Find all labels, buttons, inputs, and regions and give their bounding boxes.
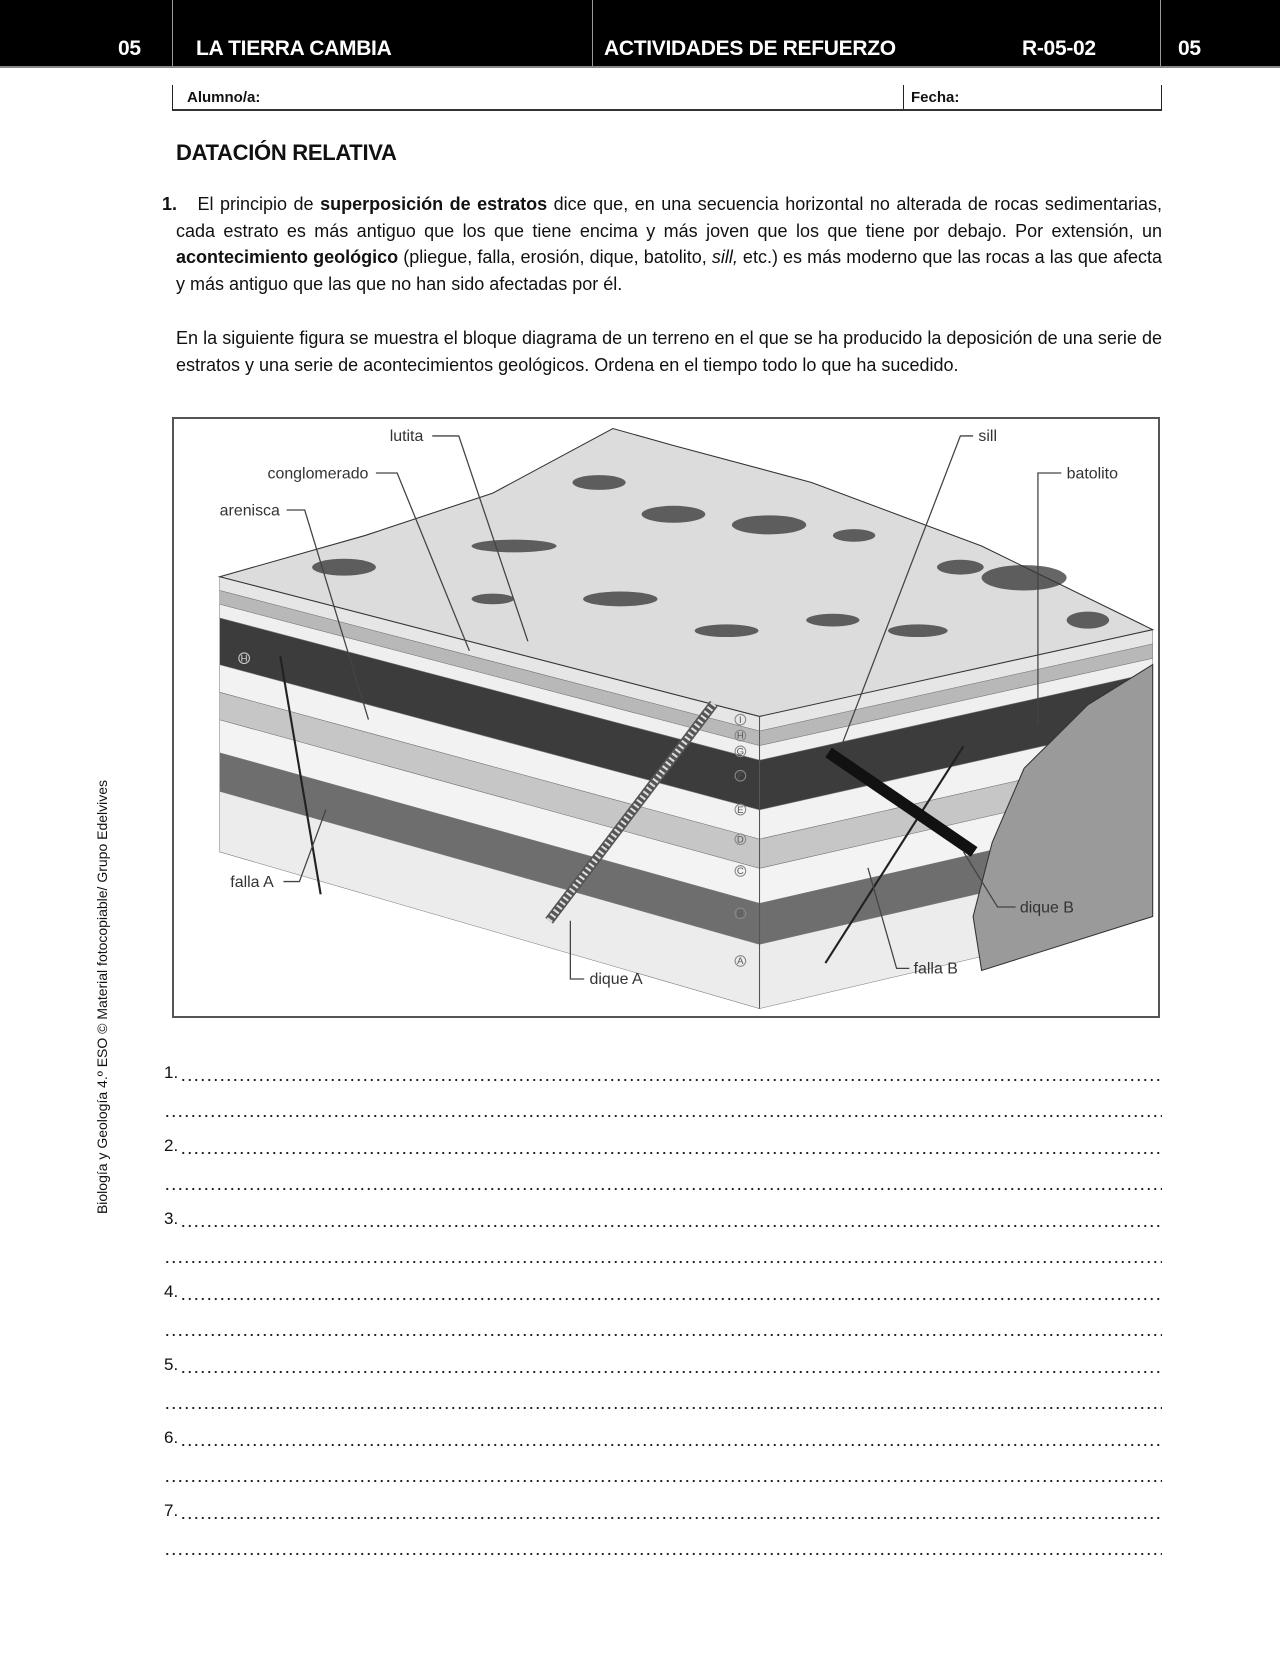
strata-letter: D bbox=[736, 834, 744, 846]
answer-number: 6. bbox=[164, 1427, 179, 1447]
strata-letter: I bbox=[739, 714, 742, 726]
bold-term: superposición de estratos bbox=[320, 194, 548, 214]
answer-line[interactable] bbox=[164, 1192, 1162, 1229]
block-diagram bbox=[174, 419, 1158, 1016]
student-name-label: Alumno/a: bbox=[187, 89, 261, 106]
unit-title: LA TIERRA CAMBIA bbox=[196, 37, 392, 60]
dotted-line[interactable] bbox=[180, 1136, 1162, 1156]
header-divider bbox=[1160, 0, 1161, 66]
unit-number-left: 05 bbox=[118, 37, 141, 60]
label-arenisca: arenisca bbox=[219, 502, 280, 520]
page-header bbox=[0, 0, 1280, 68]
bold-term: acontecimiento geológico bbox=[176, 247, 399, 267]
answer-line[interactable] bbox=[164, 1338, 1162, 1375]
dotted-line[interactable] bbox=[164, 1464, 1162, 1484]
header-divider bbox=[592, 0, 593, 66]
strata-letter: H bbox=[736, 730, 744, 742]
answer-line[interactable] bbox=[164, 1411, 1162, 1448]
answer-line[interactable] bbox=[164, 1229, 1162, 1266]
italic-term: sill, bbox=[711, 247, 738, 267]
label-sill: sill bbox=[978, 428, 997, 446]
header-divider bbox=[172, 0, 173, 66]
answer-line[interactable] bbox=[164, 1302, 1162, 1339]
student-info-box bbox=[172, 85, 1162, 111]
strata-letter: A bbox=[737, 956, 744, 968]
strata-letter: C bbox=[736, 866, 744, 878]
text-segment: etc.) es más moderno que las rocas a las que afecta y más antiguo que las que no han sido afectadas por él. bbox=[176, 247, 1162, 294]
answer-number: 4. bbox=[164, 1281, 179, 1301]
answer-number: 5. bbox=[164, 1354, 179, 1374]
dotted-line[interactable] bbox=[164, 1172, 1162, 1192]
strata-letter: B bbox=[737, 908, 744, 920]
section-title: ACTIVIDADES DE REFUERZO bbox=[604, 37, 896, 60]
answer-line[interactable] bbox=[164, 1375, 1162, 1412]
answer-lines bbox=[164, 1046, 1162, 1557]
page-title: DATACIÓN RELATIVA bbox=[176, 140, 397, 165]
label-falla-b: falla B bbox=[913, 960, 958, 978]
dotted-line[interactable] bbox=[180, 1282, 1162, 1302]
label-lutita: lutita bbox=[389, 428, 424, 446]
answer-line[interactable] bbox=[164, 1046, 1162, 1083]
strata-letter-left: H bbox=[240, 653, 248, 665]
dotted-line[interactable] bbox=[164, 1391, 1162, 1411]
answer-number: 7. bbox=[164, 1500, 179, 1520]
answer-line[interactable] bbox=[164, 1119, 1162, 1156]
date-label: Fecha: bbox=[911, 89, 960, 106]
answer-number: 2. bbox=[164, 1135, 179, 1155]
dotted-line[interactable] bbox=[180, 1501, 1162, 1521]
label-conglomerado: conglomerado bbox=[267, 465, 369, 483]
strata-letter: E bbox=[737, 804, 744, 816]
label-batolito: batolito bbox=[1066, 465, 1118, 483]
answer-line[interactable] bbox=[164, 1156, 1162, 1193]
answer-line[interactable] bbox=[164, 1083, 1162, 1120]
strata-letter: G bbox=[736, 746, 745, 758]
dotted-line[interactable] bbox=[180, 1209, 1162, 1229]
answer-line[interactable] bbox=[164, 1265, 1162, 1302]
label-falla-a: falla A bbox=[230, 873, 274, 891]
sheet-code: R-05-02 bbox=[1022, 37, 1096, 60]
block-diagram-figure bbox=[172, 417, 1160, 1018]
dotted-line[interactable] bbox=[164, 1318, 1162, 1338]
answer-line[interactable] bbox=[164, 1484, 1162, 1521]
field-divider bbox=[903, 85, 904, 109]
dotted-line[interactable] bbox=[164, 1537, 1162, 1557]
text-segment: El principio de bbox=[191, 194, 321, 214]
answer-number: 1. bbox=[164, 1062, 179, 1082]
dotted-line[interactable] bbox=[180, 1355, 1162, 1375]
text-segment: dice que, en una secuencia horizontal no alterada de rocas sedimentarias, cada estrato es más antiguo que los que tiene encima y más joven que los que tiene por debajo. Por extensión, un bbox=[176, 194, 1162, 241]
unit-number-right: 05 bbox=[1178, 37, 1201, 60]
dotted-line[interactable] bbox=[164, 1245, 1162, 1265]
answer-line[interactable] bbox=[164, 1521, 1162, 1558]
dotted-line[interactable] bbox=[180, 1428, 1162, 1448]
dotted-line[interactable] bbox=[180, 1063, 1162, 1083]
exercise-number: 1. bbox=[162, 194, 178, 214]
exercise-paragraph-2: En la siguiente figura se muestra el bloque diagrama de un terreno en el que se ha producido la deposición de una serie de estratos y una serie de acontecimientos geológicos. Ordena en el tiempo todo lo que ha sucedido. bbox=[176, 328, 1162, 375]
text-segment: (pliegue, falla, erosión, dique, batolito, bbox=[398, 247, 712, 267]
answer-number: 3. bbox=[164, 1208, 179, 1228]
dotted-line[interactable] bbox=[164, 1099, 1162, 1119]
strata-letter: F bbox=[737, 770, 744, 782]
answer-line[interactable] bbox=[164, 1448, 1162, 1485]
label-dique-a: dique A bbox=[589, 971, 643, 989]
label-dique-b: dique B bbox=[1019, 899, 1074, 917]
copyright-side-text: Biología y Geología 4.º ESO © Material fotocopiable/ Grupo Edelvives bbox=[94, 779, 110, 1215]
exercise-paragraph-1 bbox=[162, 191, 1162, 297]
